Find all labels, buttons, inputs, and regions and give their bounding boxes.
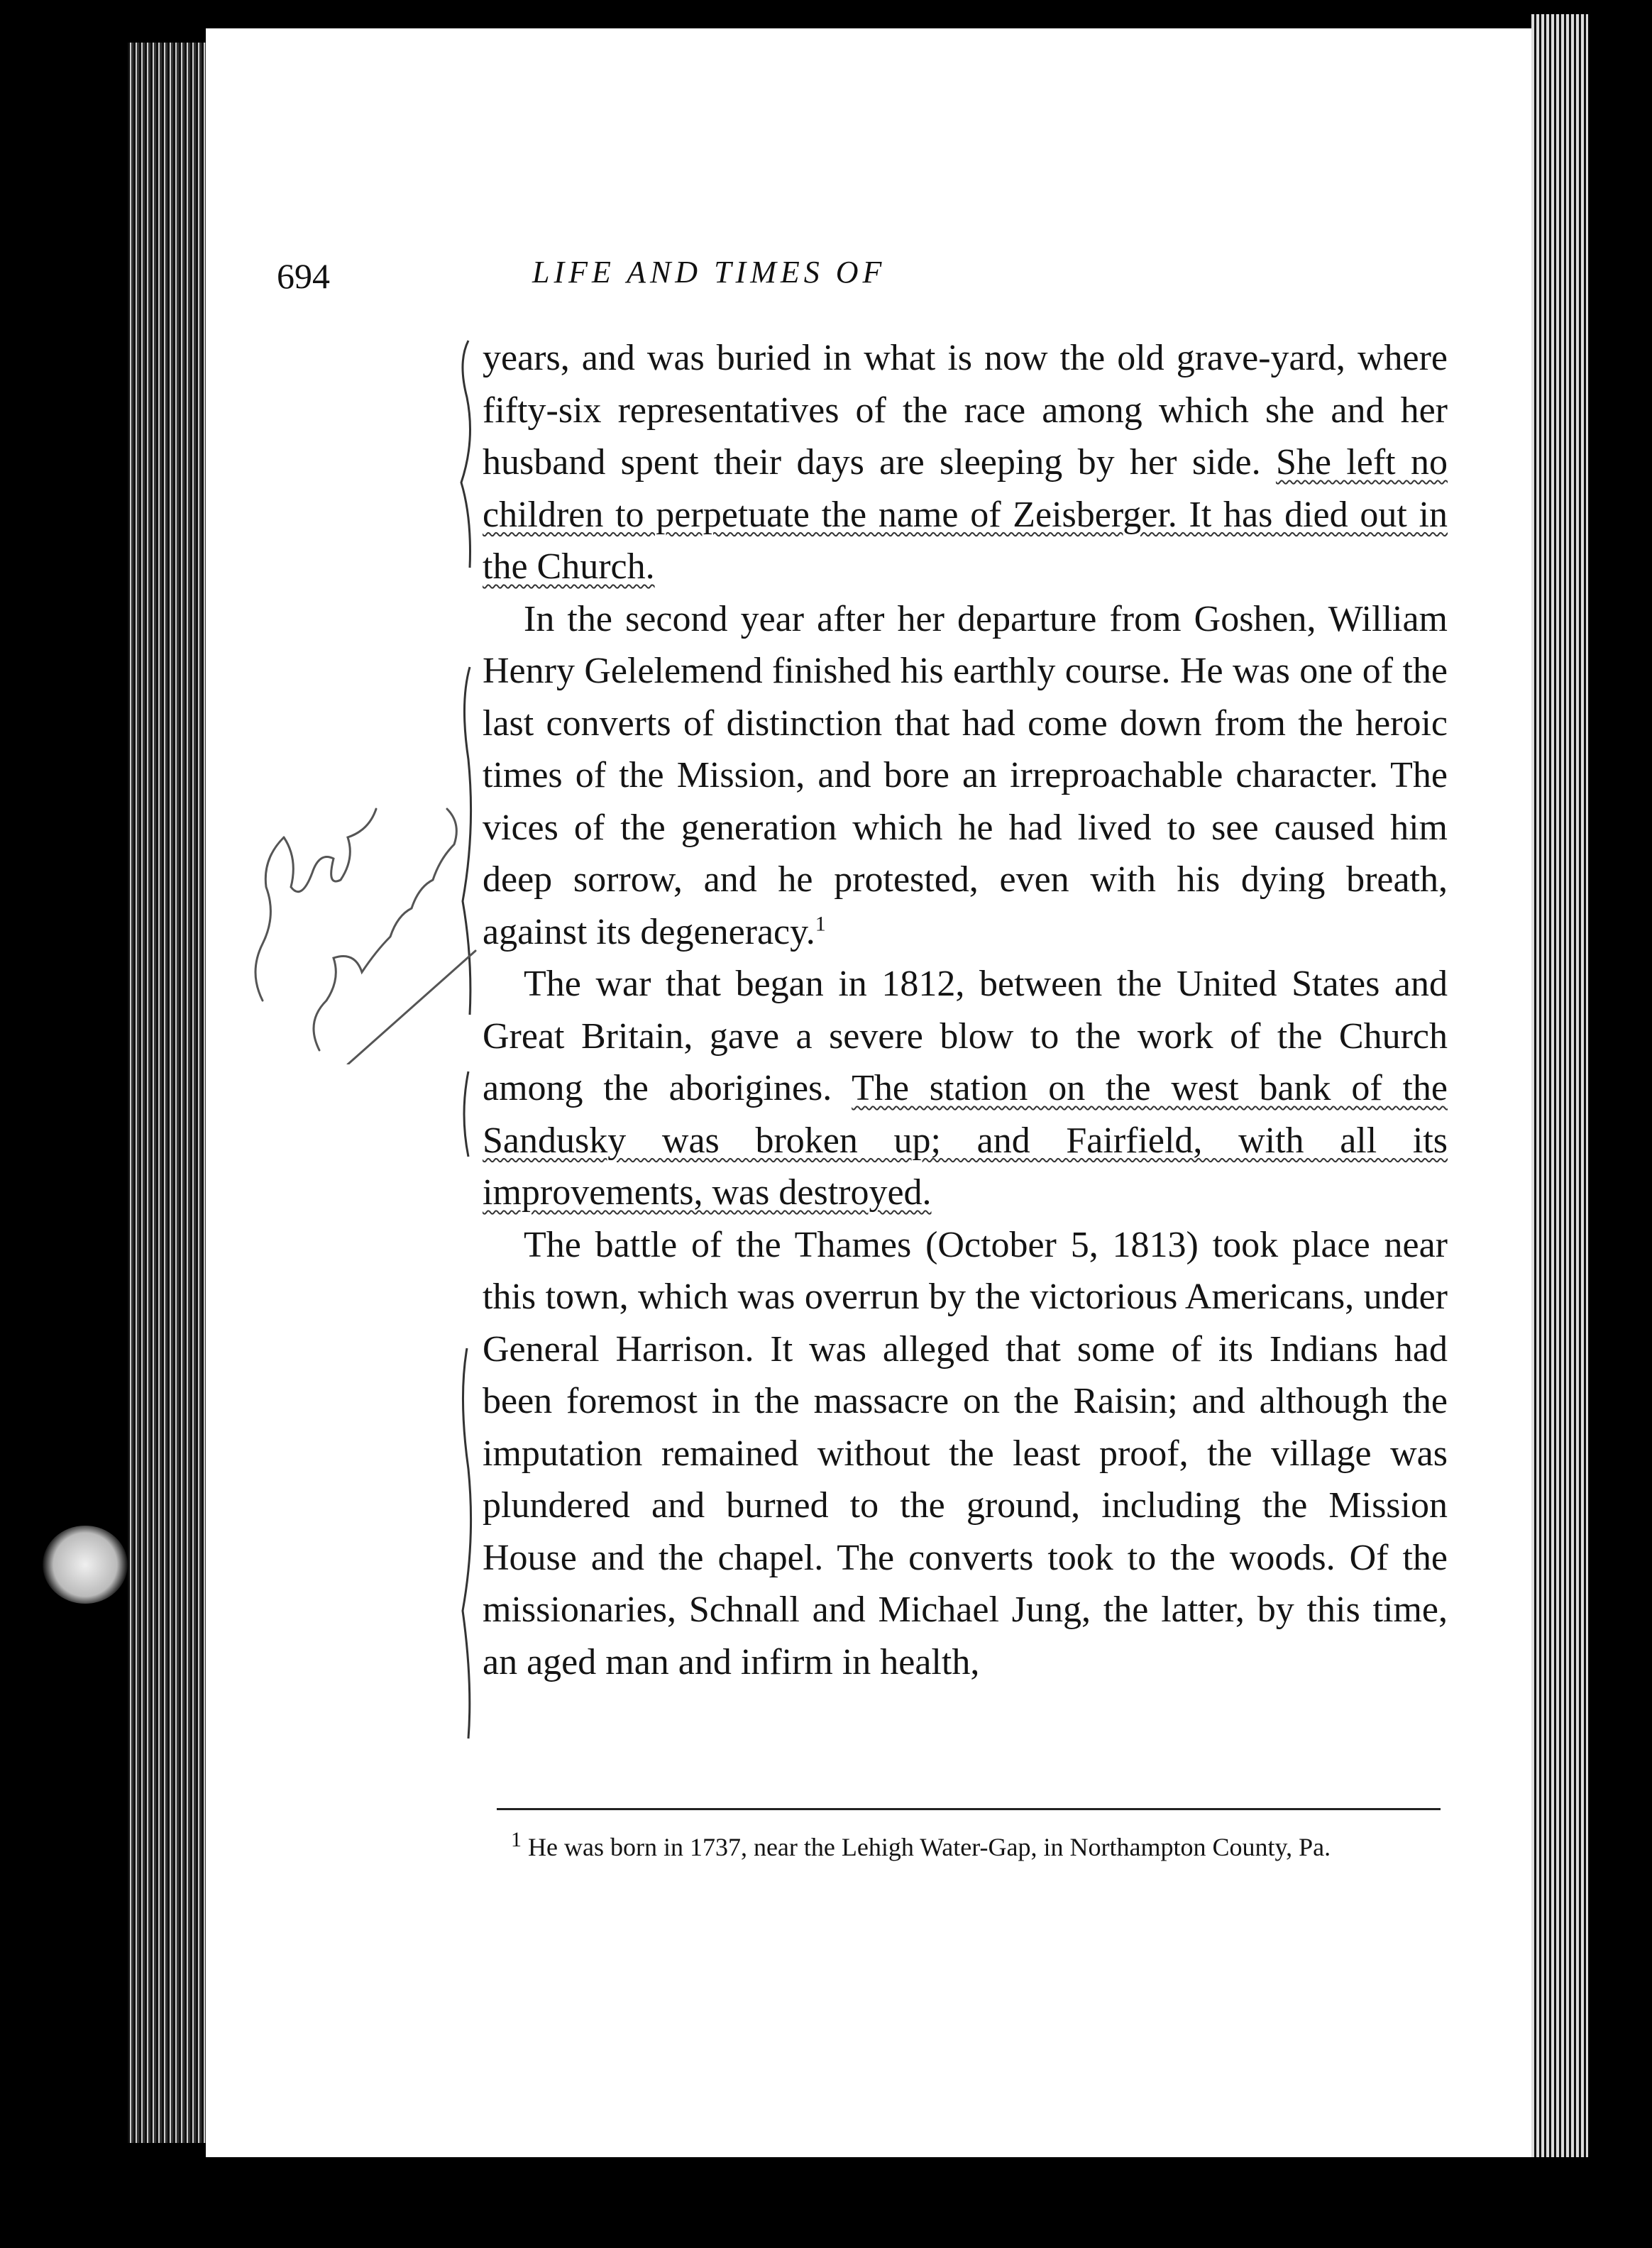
- page-edge-left: [128, 43, 206, 2143]
- page-edge-right: [1531, 14, 1588, 2157]
- page-header: [277, 241, 1441, 305]
- footnote-ref: 1: [815, 912, 826, 936]
- body-text: [483, 332, 1448, 1688]
- text-run: The war that began in 1812, between the United States and Great Britain, gave a severe blow to the work of the Church among the aborigines.: [483, 964, 1448, 1108]
- underlined-text-run: She left no children to perpetuate the name of Zeisberger. It has died out in the Church.: [483, 442, 1448, 587]
- paragraph: [483, 958, 1448, 1219]
- paragraph: [483, 332, 1448, 593]
- underlined-text-run: The station on the west bank of the Sandusky was broken up; and Fairfield, with all its improvements, was destroyed.: [483, 1068, 1448, 1213]
- page-number: 694: [277, 256, 330, 296]
- footnote-marker: 1: [511, 1828, 522, 1851]
- paragraph: [483, 593, 1448, 959]
- footnote-text: He was born in 1737, near the Lehigh Water-Gap, in Northampton County, Pa.: [528, 1833, 1331, 1861]
- running-head: LIFE AND TIMES OF: [532, 255, 886, 290]
- paragraph: [483, 1219, 1448, 1689]
- footnote: [511, 1827, 1455, 1867]
- footnote-rule: [497, 1808, 1441, 1810]
- text-run: In the second year after her departure from Goshen, William Henry Gelelemend finished his earthly course. He was one of the last converts of distinction that had come down from the heroic times of the Mission, and bore an irreproachable character. The vices of the generation which he had lived to see caused him deep sorrow, and he protested, even with his dying breath, against its degeneracy.: [483, 598, 1448, 952]
- text-run: years, and was buried in what is now the old grave-yard, where fifty-six representatives of the race among which she and her husband spent their days are sleeping by her side.: [483, 338, 1448, 483]
- text-run: The battle of the Thames (October 5, 1813) took place near this town, which was overrun by the victorious Americans, under General Harrison. It was alleged that some of its Indians had been foremost in the massacre on the Raisin; and although the imputation remained without the least proof, the village was plundered and burned to the ground, including the Mission House and the chapel. The converts took to the woods. Of the missionaries, Schnall and Michael Jung, the latter, by this time, an aged man and infirm in health,: [483, 1224, 1448, 1682]
- scan-stain: [43, 1526, 128, 1604]
